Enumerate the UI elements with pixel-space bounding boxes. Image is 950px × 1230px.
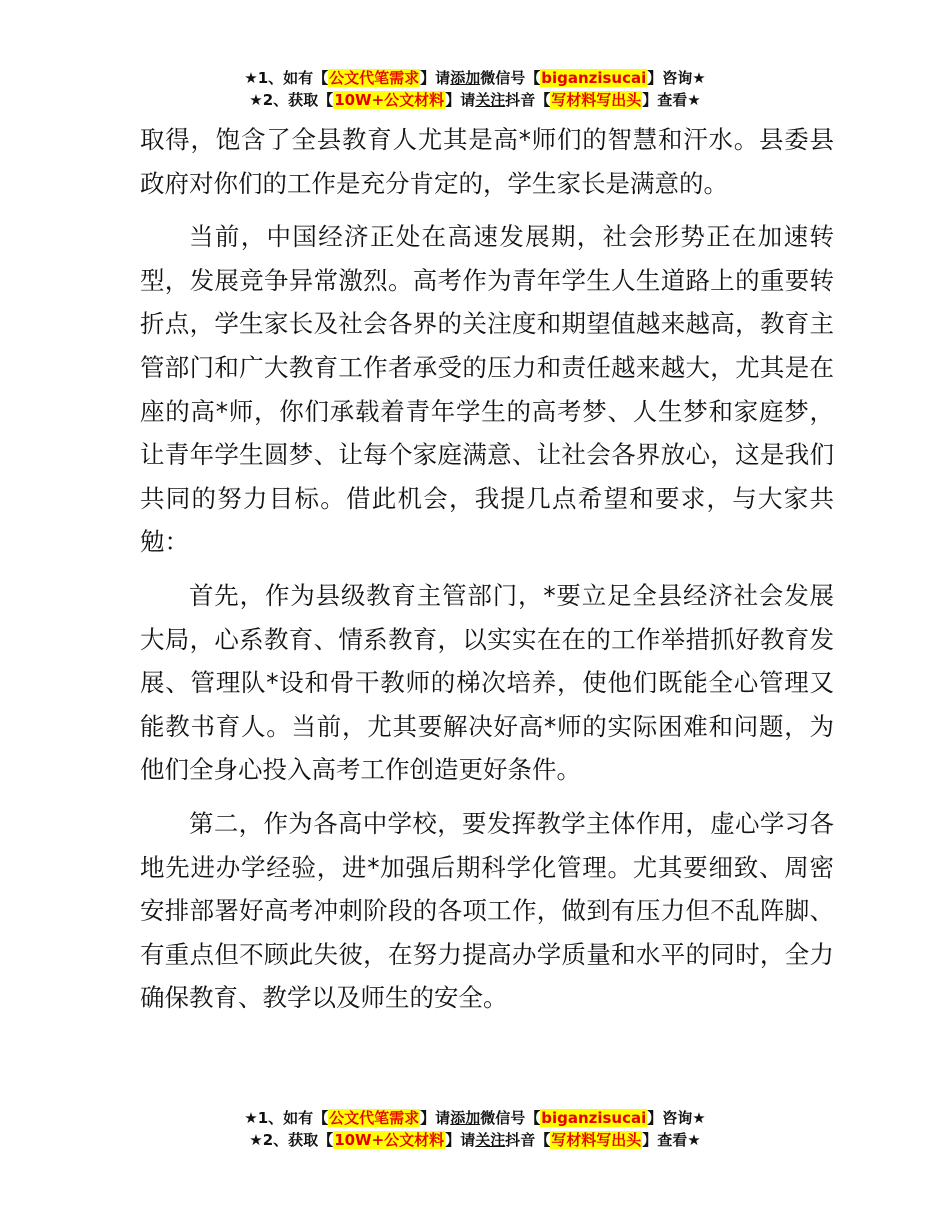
banner-text: 】查看★ (642, 1131, 701, 1149)
footer-banner (0, 1107, 950, 1151)
banner-text: 】咨询★ (647, 69, 706, 87)
banner-underline: 添加 (450, 1109, 481, 1127)
banner-text: 微信号【 (480, 69, 541, 87)
banner-highlight: 公文代笔需求 (329, 69, 420, 87)
banner-text: 】请 (420, 69, 451, 87)
footer-banner-line-1 (0, 1107, 950, 1129)
paragraph-second-point: 第二，作为各高中学校，要发挥教学主体作用，虚心学习各地先进办学经验，进*加强后期科学化管理。尤其要细致、周密安排部署好高考冲刺阶段的各项工作，做到有压力但不乱阵脚、有重点但不顾此失彼，在努力提高办学质量和水平的同时，全力确保教育、教学以及师生的安全。 (140, 808, 834, 1013)
banner-underline: 添加 (450, 69, 481, 87)
paragraph-continuation: 取得，饱含了全县教育人尤其是高*师们的智慧和汗水。县委县政府对你们的工作是充分肯定的，学生家长是满意的。 (140, 125, 834, 198)
banner-text: 】请 (445, 91, 476, 109)
banner-text: 微信号【 (480, 1109, 541, 1127)
header-banner (0, 67, 950, 111)
header-banner-line-2 (0, 89, 950, 111)
document-body (140, 118, 834, 1030)
footer-banner-line-2 (0, 1129, 950, 1151)
banner-text: 】请 (420, 1109, 451, 1127)
banner-highlight: 10W+公文材料 (334, 1131, 445, 1149)
paragraph-first-point: 首先，作为县级教育主管部门，*要立足全县经济社会发展大局，心系教育、情系教育，以实实在在的工作举措抓好教育发展、管理队*设和骨干教师的梯次培养，使他们既能全心管理又能教书育人。当前，尤其要解决好高*师的实际困难和问题，为他们全身心投入高考工作创造更好条件。 (140, 580, 834, 785)
header-banner-line-1 (0, 67, 950, 89)
banner-highlight: 公文代笔需求 (329, 1109, 420, 1127)
banner-highlight: 写材料写出头 (551, 91, 642, 109)
banner-text: ★2、获取【 (249, 1131, 334, 1149)
banner-text: ★1、如有【 (244, 1109, 329, 1127)
banner-underline: 关注 (475, 1131, 506, 1149)
banner-highlight: 写材料写出头 (551, 1131, 642, 1149)
banner-text: 抖音【 (505, 91, 551, 109)
banner-text: 】请 (445, 1131, 476, 1149)
banner-highlight: biganzisucai (541, 1109, 647, 1127)
banner-highlight: biganzisucai (541, 69, 647, 87)
banner-text: 】咨询★ (647, 1109, 706, 1127)
banner-text: 】查看★ (642, 91, 701, 109)
banner-underline: 关注 (475, 91, 506, 109)
banner-text: ★1、如有【 (244, 69, 329, 87)
banner-text: 抖音【 (505, 1131, 551, 1149)
banner-text: ★2、获取【 (249, 91, 334, 109)
paragraph-current-situation: 当前，中国经济正处在高速发展期，社会形势正在加速转型，发展竞争异常激烈。高考作为青年学生人生道路上的重要转折点，学生家长及社会各界的关注度和期望值越来越高，教育主管部门和广大教育工作者承受的压力和责任越来越大，尤其是在座的高*师，你们承载着青年学生的高考梦、人生梦和家庭梦，让青年学生圆梦、让每个家庭满意、让社会各界放心，这是我们共同的努力目标。借此机会，我提几点希望和要求，与大家共勉： (140, 222, 834, 557)
banner-highlight: 10W+公文材料 (334, 91, 445, 109)
